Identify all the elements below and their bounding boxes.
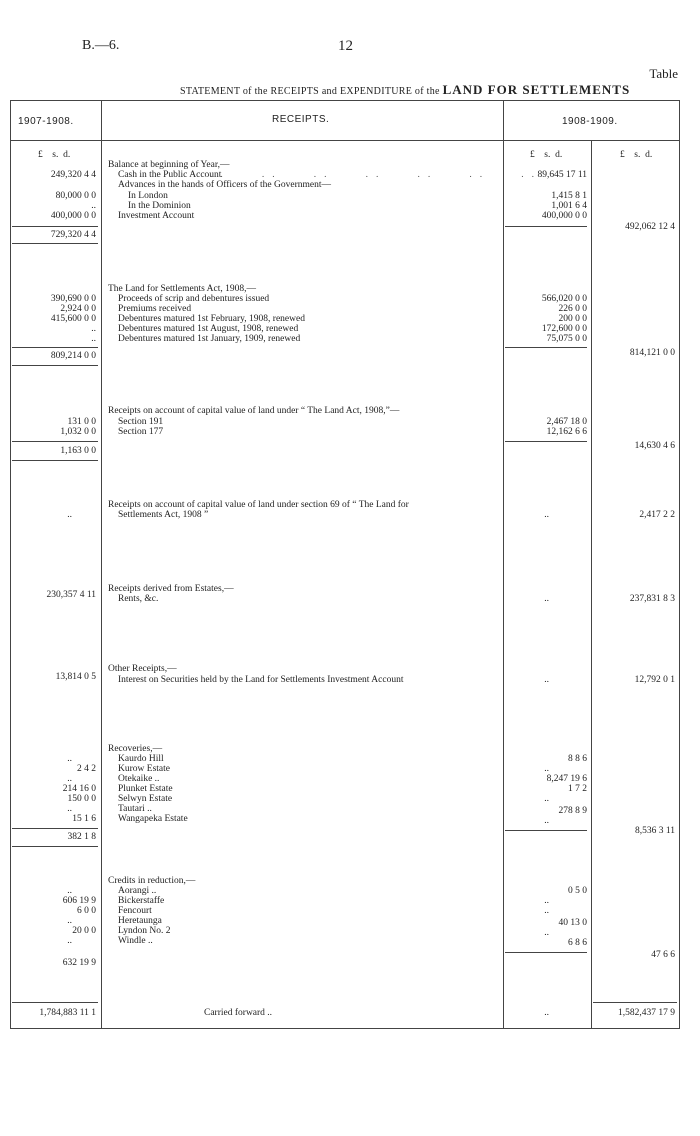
line-prev: 6 0 0: [77, 906, 96, 916]
line-label: Otekaike ..: [118, 774, 160, 784]
line-prev: 400,000 0 0: [50, 211, 96, 221]
line-label: Lyndon No. 2: [118, 926, 171, 936]
line-curr: 1,415 8 1: [551, 191, 587, 201]
line-prev: 390,690 0 0: [50, 294, 96, 304]
section-prev-total: ..: [67, 510, 72, 520]
line-prev: ..: [67, 754, 72, 764]
line-curr: ..: [544, 594, 549, 604]
line-prev: 131 0 0: [67, 417, 96, 427]
section-curr-total: 8,536 3 11: [634, 826, 675, 836]
section-subheading: Interest on Securities held by the Land for Settlements Investment Account: [118, 675, 404, 685]
line-curr: 1 7 2: [568, 784, 587, 794]
section-subheading: Rents, &c.: [118, 594, 159, 604]
rule-after-items: [591, 140, 592, 1028]
line-prev: ..: [91, 324, 96, 334]
document-code: B.—6.: [82, 38, 120, 53]
line-curr: 172,600 0 0: [541, 324, 587, 334]
line-curr: ..: [544, 896, 549, 906]
line-label: Aorangi ..: [118, 886, 157, 896]
footer-rule: [12, 1002, 98, 1003]
line-curr: ..: [544, 794, 549, 804]
section-curr-total: 237,831 8 3: [629, 594, 675, 604]
subtotal-rule: [12, 441, 98, 442]
line-curr: ..: [544, 928, 549, 938]
line-label: Debentures matured 1st January, 1909, renewed: [118, 334, 301, 344]
line-prev: 15 1 6: [72, 814, 96, 824]
rule-after-prev: [101, 100, 102, 1028]
section-heading: Balance at beginning of Year,—: [108, 160, 230, 170]
title-prefix: STATEMENT of the RECEIPTS and EXPENDITURE of the: [180, 86, 440, 97]
col-prev-year: 1907-1908.: [18, 116, 74, 127]
line-prev: ..: [91, 334, 96, 344]
line-prev: 2,924 0 0: [60, 304, 96, 314]
line-curr: 200 0 0: [558, 314, 587, 324]
subtotal-rule: [505, 441, 587, 442]
col-curr-year: 1908-1909.: [562, 116, 618, 127]
line-curr: 2,467 18 0: [546, 417, 587, 427]
subtotal-rule: [505, 347, 587, 348]
line-label: Fencourt: [118, 906, 152, 916]
line-label: Debentures matured 1st February, 1908, renewed: [118, 314, 305, 324]
line-prev: ..: [91, 201, 96, 211]
page-number: 12: [338, 38, 353, 54]
line-prev: 214 16 0: [62, 784, 96, 794]
section-curr-total: 47 6 6: [651, 950, 675, 960]
line-label: Windle ..: [118, 936, 153, 946]
subtotal-rule: [505, 952, 587, 953]
line-prev: 2 4 2: [77, 764, 96, 774]
line-label: Plunket Estate: [118, 784, 173, 794]
header-bottom-rule: [10, 140, 680, 141]
line-prev: 249,320 4 4: [50, 170, 96, 180]
section-heading: Receipts on account of capital value of land under section 69 of “ The Land for: [108, 500, 409, 510]
line-label: In London: [128, 191, 168, 201]
items-units: £ s. d.: [530, 150, 563, 160]
prev-units: £ s. d.: [38, 150, 71, 160]
subtotal-rule: [12, 226, 98, 227]
table-bottom-rule: [10, 1028, 680, 1029]
table-label: Table: [649, 66, 678, 81]
line-curr: ..: [544, 675, 549, 685]
line-curr: ..: [544, 510, 549, 520]
subtotal-rule: [12, 828, 98, 829]
subtotal-rule: [12, 243, 98, 244]
line-label: Heretaunga: [118, 916, 162, 926]
section-prev-total: 230,357 4 11: [46, 590, 96, 600]
line-label: Premiums received: [118, 304, 192, 314]
line-prev: ..: [67, 916, 72, 926]
statement-title: [180, 82, 630, 98]
leader-dots: .. .. .. .. .. .. ..: [210, 170, 542, 180]
line-prev: ..: [67, 886, 72, 896]
section-prev-total: 1,163 0 0: [60, 446, 96, 456]
line-curr: 0 5 0: [568, 886, 587, 896]
line-label: Tautari ..: [118, 804, 152, 814]
line-curr: ..: [544, 816, 549, 826]
footer-rule: [593, 1002, 677, 1003]
section-curr-total: 814,121 0 0: [629, 348, 675, 358]
line-curr: 566,020 0 0: [541, 294, 587, 304]
section-prev-total: 729,320 4 4: [50, 230, 96, 240]
line-label: In the Dominion: [128, 201, 191, 211]
line-curr: 6 8 6: [568, 938, 587, 948]
total-units: £ s. d.: [620, 150, 653, 160]
line-label: Investment Account: [118, 211, 195, 221]
col-receipts: RECEIPTS.: [272, 114, 330, 125]
section-curr-total: 14,630 4 6: [634, 441, 675, 451]
line-prev: ..: [67, 936, 72, 946]
line-label: Debentures matured 1st August, 1908, renewed: [118, 324, 299, 334]
section-prev-total: 13,814 0 5: [55, 672, 96, 682]
section-heading: Recoveries,—: [108, 744, 163, 754]
rule-right: [679, 100, 680, 1028]
line-curr: 75,075 0 0: [546, 334, 587, 344]
carried-forward-prev: 1,784,883 11 1: [39, 1008, 96, 1018]
section-curr-total: 492,062 12 4: [625, 222, 675, 232]
line-curr: 89,645 17 11: [537, 170, 587, 180]
line-label: Section 177: [118, 427, 164, 437]
line-curr: 226 0 0: [558, 304, 587, 314]
line-label: Advances in the hands of Officers of the Government—: [118, 180, 331, 190]
section-heading: Receipts derived from Estates,—: [108, 584, 234, 594]
line-label: Bickerstaffe: [118, 896, 165, 906]
rule-after-receipts: [503, 100, 504, 1028]
line-prev: 80,000 0 0: [55, 191, 96, 201]
line-label: Kurow Estate: [118, 764, 170, 774]
line-label: Kaurdo Hill: [118, 754, 164, 764]
line-prev: 1,032 0 0: [60, 427, 96, 437]
line-prev: 150 0 0: [67, 794, 96, 804]
line-curr: 1,001 6 4: [551, 201, 587, 211]
line-curr: 8 8 6: [568, 754, 587, 764]
line-curr: 8,247 19 6: [546, 774, 587, 784]
line-curr: 278 8 9: [558, 806, 587, 816]
section-heading: Credits in reduction,—: [108, 876, 196, 886]
carried-forward-mid: ..: [544, 1008, 549, 1018]
line-label: Proceeds of scrip and debentures issued: [118, 294, 270, 304]
section-curr-total: 2,417 2 2: [639, 510, 675, 520]
line-prev: 415,600 0 0: [50, 314, 96, 324]
table-top-rule: [10, 100, 680, 101]
subtotal-rule: [12, 347, 98, 348]
rule-left: [10, 100, 11, 1028]
carried-forward-label: Carried forward ..: [204, 1008, 273, 1018]
line-curr: 400,000 0 0: [541, 211, 587, 221]
line-label: Cash in the Public Account: [118, 170, 222, 180]
section-prev-total: 809,214 0 0: [50, 351, 96, 361]
line-label: Wangapeka Estate: [118, 814, 188, 824]
line-prev: 20 0 0: [72, 926, 96, 936]
section-heading: The Land for Settlements Act, 1908,—: [108, 284, 257, 294]
section-curr-total: 12,792 0 1: [634, 675, 675, 685]
line-curr: 40 13 0: [558, 918, 587, 928]
subtotal-rule: [505, 830, 587, 831]
line-prev: 606 19 9: [62, 896, 96, 906]
line-curr: ..: [544, 764, 549, 774]
subtotal-rule: [12, 846, 98, 847]
line-label: Section 191: [118, 417, 164, 427]
subtotal-rule: [12, 460, 98, 461]
line-curr: 12,162 6 6: [546, 427, 587, 437]
line-label: Selwyn Estate: [118, 794, 173, 804]
line-prev: ..: [67, 804, 72, 814]
section-prev-total: 382 1 8: [67, 832, 96, 842]
subtotal-rule: [505, 226, 587, 227]
subtotal-rule: [12, 365, 98, 366]
section-prev-total: 632 19 9: [62, 958, 96, 968]
section-heading: Receipts on account of capital value of land under “ The Land Act, 1908,”—: [108, 406, 400, 416]
line-curr: ..: [544, 906, 549, 916]
line-prev: ..: [67, 774, 72, 784]
section-subheading: Settlements Act, 1908 ”: [118, 510, 209, 520]
section-heading: Other Receipts,—: [108, 664, 177, 674]
title-bold: LAND FOR SETTLEMENTS: [442, 82, 631, 97]
carried-forward-curr: 1,582,437 17 9: [618, 1008, 675, 1018]
